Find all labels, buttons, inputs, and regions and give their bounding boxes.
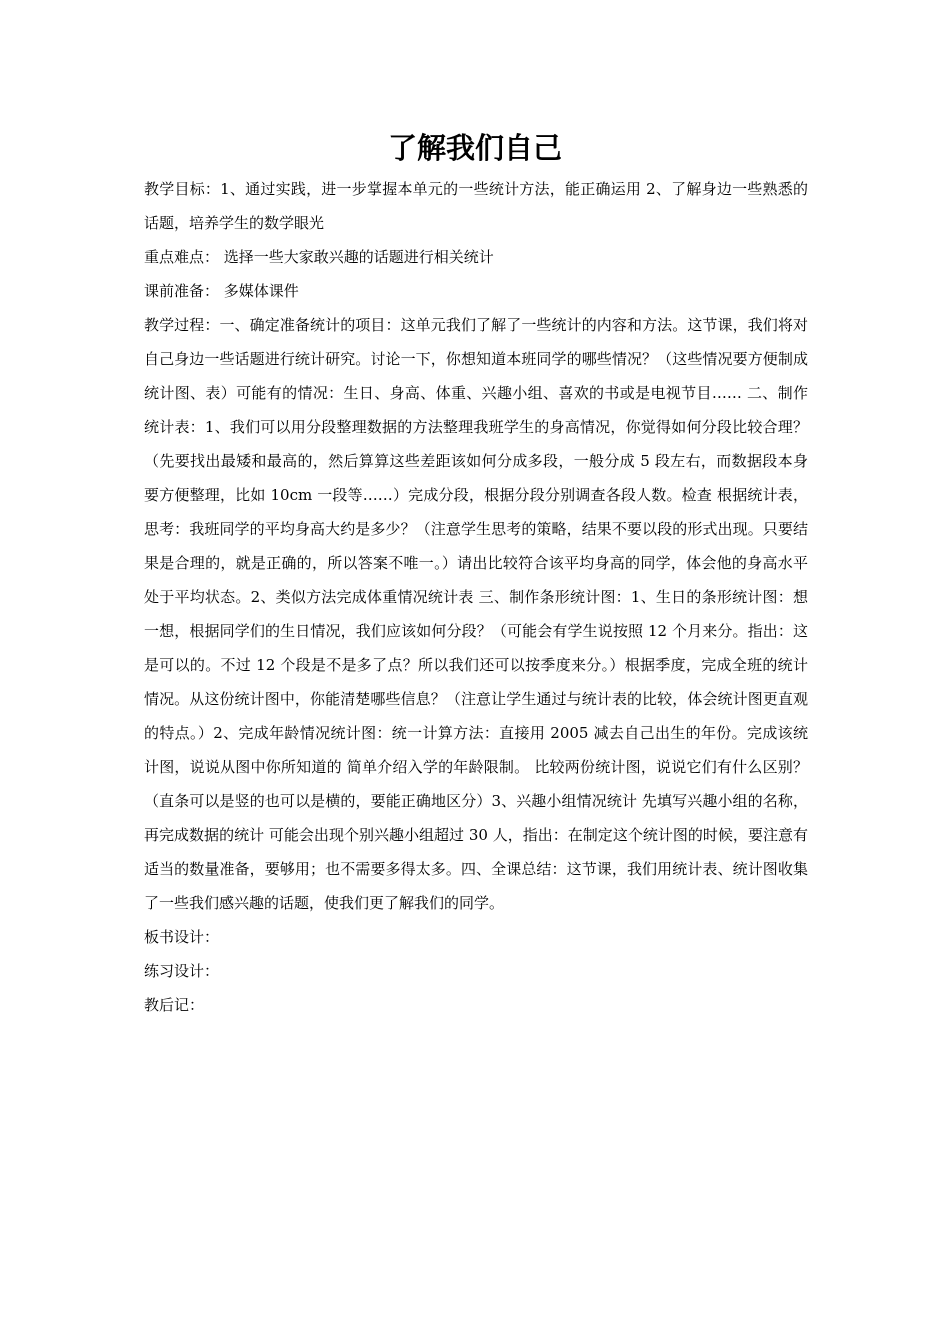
preparation-paragraph: 课前准备： 多媒体课件 (144, 282, 299, 300)
key-points-paragraph: 重点难点： 选择一些大家敢兴趣的话题进行相关统计 (144, 248, 494, 266)
document-body (144, 172, 808, 1022)
teaching-objectives-paragraph: 教学目标：1、通过实践，进一步掌握本单元的一些统计方法，能正确运用 2、了解身边一些熟悉的话题，培养学生的数学眼光 (144, 180, 808, 232)
reflection-paragraph: 教后记： (144, 996, 205, 1014)
exercise-design-paragraph: 练习设计： (144, 962, 220, 980)
teaching-process-paragraph: 教学过程：一、确定准备统计的项目：这单元我们了解了一些统计的内容和方法。这节课，我们将对自己身边一些话题进行统计研究。讨论一下，你想知道本班同学的哪些情况？（这些情况要方便制成统计图、表）可能有的情况：生日、身高、体重、兴趣小组、喜欢的书或是电视节目…… 二、制作统计表：1、我们可以用分段整理数据的方法整理我班学生的身高情况，你觉得如何分段比较合理？（先要找出最矮和最高的，然后算算这些差距该如何分成多段，一般分成 5 段左右，而数据段本身要方便整理，比如 10cm 一段等……）完成分段，根据分段分别调查各段人数。检查 根据统计表，思考：我班同学的平均身高大约是多少？（注意学生思考的策略，结果不要以段的形式出现。只要结果是合理的，就是正确的，所以答案不唯一。）请出比较符合该平均身高的同学，体会他的身高水平处于平均状态。2、类似方法完成体重情况统计表 三、制作条形统计图：1、生日的条形统计图：想一想，根据同学们的生日情况，我们应该如何分段？（可能会有学生说按照 12 个月来分。指出：这是可以的。不过 12 个段是不是多了点？所以我们还可以按季度来分。）根据季度，完成全班的统计情况。从这份统计图中，你能清楚哪些信息？（注意让学生通过与统计表的比较，体会统计图更直观的特点。）2、完成年龄情况统计图：统一计算方法：直接用 2005 减去自己出生的年份。完成该统计图，说说从图中你所知道的 简单介绍入学的年龄限制。 比较两份统计图，说说它们有什么区别？（直条可以是竖的也可以是横的，要能正确地区分）3、兴趣小组情况统计 先填写兴趣小组的名称，再完成数据的统计 可能会出现个别兴趣小组超过 30 人，指出：在制定这个统计图的时候，要注意有适当的数量准备，要够用；也不需要多得太多。四、全课总结：这节课，我们用统计表、统计图收集了一些我们感兴趣的话题，使我们更了解我们的同学。 (144, 316, 808, 912)
board-design-paragraph: 板书设计： (144, 928, 220, 946)
document-title: 了解我们自己 (387, 131, 562, 165)
